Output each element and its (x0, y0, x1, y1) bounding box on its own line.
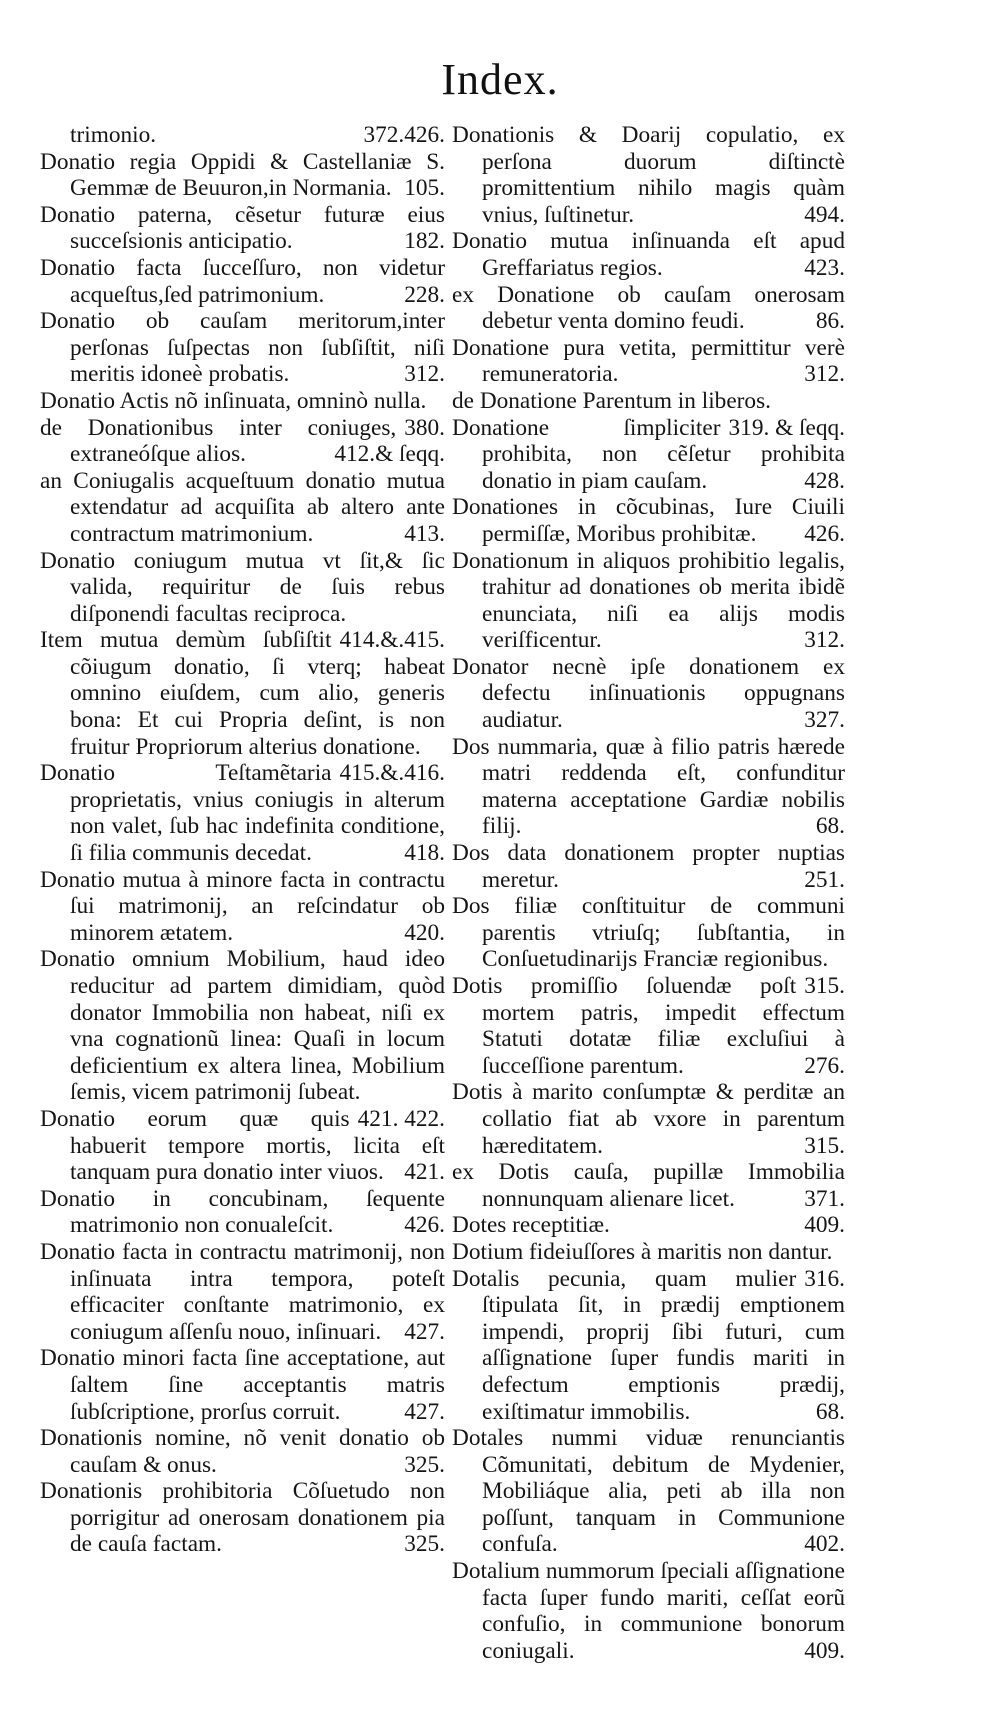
index-entry-text: Dotis à marito conſumptæ & perditæ an collatio fiat ab vxore in parentum hæreditatem. (452, 1079, 845, 1159)
index-entry-page: 325. (404, 1451, 445, 1478)
index-entry-page: 423. (804, 254, 845, 281)
index-entry-text: Donatio mutua à minore facta in contractu ſui matrimonij, an reſcindatur ob minorem ætatem. (40, 866, 445, 946)
index-entry-text: Dos filiæ conſtituitur de communi parentis vtriuſq; ſubſtantia, in Conſuetudinarijs Franciæ regionibus. (452, 893, 845, 973)
index-column-left (40, 122, 445, 1558)
index-entry-text: Donatio Teſtamẽtaria proprietatis, vnius coniugis in alterum non valet, ſub hac indefinita conditione, ſi filia communis decedat. (40, 760, 445, 867)
index-entry (452, 1425, 845, 1558)
index-entry (452, 1558, 845, 1664)
index-entry-text: Donator necnè ipſe donationem ex defectu inſinuationis oppugnans audiatur. (452, 653, 845, 734)
index-entry (40, 1345, 445, 1425)
index-entry-page: 413. (404, 520, 445, 547)
index-entry-text: Donationum in aliquos prohibitio legalis, trahitur ad donationes ob merita ibidẽ enunciata, niſi ea alijs modis veriſficentur. (452, 547, 845, 654)
index-entry (452, 1238, 845, 1292)
index-entry-text: Donatio ob cauſam meritorum,inter perſonas ſuſpectas non ſubſiſtit, niſi meritis idoneè probatis. (40, 308, 445, 388)
index-entry (40, 202, 445, 255)
index-entry (40, 946, 445, 1132)
index-entry-page: 182. (404, 228, 445, 255)
index-entry (452, 1159, 845, 1212)
index-column-right (452, 122, 845, 1664)
index-entry (452, 122, 845, 228)
index-entry (452, 1266, 845, 1426)
index-entry-text: Item mutua demùm ſubſiſtit cõiugum donatio, ſi vterq; habeat omnino eiuſdem, cum alio, generis bona: Et cui Propria deſint, is non fruitur Propriorum alterius donatione. (40, 627, 445, 760)
index-entry-page: 427. (404, 1318, 445, 1345)
index-entry (452, 654, 845, 734)
index-entry-page: 427. (404, 1398, 445, 1425)
index-entry-page: 402. (804, 1531, 845, 1558)
index-entry-page: 105. (404, 175, 445, 202)
index-entry (452, 1079, 845, 1159)
index-entry-page: 276. (804, 1052, 845, 1079)
index-entry-text: Donatio coniugum mutua vt ſit,& ſic valida, requiritur de ſuis rebus diſponendi facultas reciproca. (40, 547, 445, 627)
index-entry (40, 122, 445, 149)
index-entry-text: ex Donatione ob cauſam onerosam debetur venta domino feudi. (452, 281, 845, 335)
index-entry-page: 380. (404, 414, 445, 441)
index-entry (452, 893, 845, 999)
index-entry-page: 412.& ſeqq. (334, 441, 445, 468)
index-entry (452, 335, 845, 388)
index-entry (452, 228, 845, 281)
index-entry-page: 319. & ſeqq. (728, 414, 845, 441)
index-entry-text: Dos nummaria, quæ à filio patris hærede matri reddenda eſt, confunditur materna acceptatione Gardiæ nobilis filij. (452, 733, 845, 840)
index-entry-text: Donatio omnium Mobilium, haud ideo reducitur ad partem dimidiam, quòd donator Immobilia non habeat, niſi ex vna cognationũ linea: Quaſi in locum deficientium ex altera linea, Mobilium ſemis, vicem patrimonij ſubeat. (40, 946, 445, 1106)
index-entry (40, 1239, 445, 1345)
index-entry-text: trimonio. (70, 122, 157, 148)
index-entry-page: 325. (404, 1531, 445, 1558)
index-entry (40, 308, 445, 388)
index-entry-page: 68. (815, 1398, 845, 1425)
index-entry-text: an Coniugalis acqueſtuum donatio mutua extendatur ad acquiſita ab altero ante contractum matrimonium. (40, 467, 445, 547)
index-entry-page: 371. (804, 1185, 845, 1212)
index-entry-page: 409. (804, 1212, 845, 1239)
index-entry-text: Dotes receptitiæ. (452, 1212, 610, 1239)
index-entry-page: 415.&.416. (339, 760, 445, 787)
index-entry-text: de Donatione Parentum in liberos. (452, 387, 771, 414)
index-entry-page: 327. (804, 707, 845, 734)
index-entry-text: Donationes in cõcubinas, Iure Ciuili permiſſæ, Moribus prohibitæ. (452, 494, 845, 547)
index-entry-text: Donatio facta ſucceſſuro, non videtur acqueſtus,ſed patrimonium. (40, 254, 445, 308)
index-entry (452, 734, 845, 840)
index-entry-text: Donationis & Doarij copulatio, ex perſona duorum diſtinctè promittentium nihilo magis quàm vnius, ſuſtinetur. (452, 122, 845, 228)
index-entry (40, 867, 445, 947)
index-entry-page: 312. (804, 627, 845, 654)
index-entry (40, 255, 445, 308)
index-entry-page: 421. (404, 1159, 445, 1186)
index-entry-page: 315. (804, 1132, 845, 1159)
index-entry-page: 228. (404, 281, 445, 308)
index-entry-text: Donatio mutua inſinuanda eſt apud Greffariatus regios. (452, 228, 845, 281)
index-entry-text: Donatio paterna, cẽsetur futuræ eius succeſsionis anticipatio. (40, 201, 445, 255)
index-entry-text: Dotales nummi viduæ renunciantis Cõmunitati, debitum de Mydenier, Mobiliáque alia, peti ab illa non poſſunt, tanquam in Communione confuſa. (452, 1425, 845, 1558)
running-head-title: Index. (441, 55, 559, 104)
index-entry-page: 494. (804, 201, 845, 228)
index-entry (452, 494, 845, 547)
index-entry-page: 414.&.415. (339, 627, 445, 654)
index-entry-page: 421. 422. (357, 1105, 445, 1132)
index-entry-text: Donatio minori facta ſine acceptatione, aut ſaltem ſine acceptantis matris ſubſcriptione, prorſus corruit. (40, 1345, 445, 1425)
index-entry (452, 973, 845, 1079)
index-entry-text: Dotium fideiuſſores à maritis non dantur. (452, 1238, 833, 1265)
index-entry-page: 251. (804, 866, 845, 893)
index-entry-text: Dotalis pecunia, quam mulier ſtipulata ſit, in prædij emptionem impendi, proprij ſibi futuri, cum aſſignatione ſuper fundis mariti in defectum emptionis prædij, exiſtimatur immobilis. (452, 1265, 845, 1425)
index-entry (40, 468, 445, 548)
index-entry (40, 1186, 445, 1239)
index-entry (452, 1212, 845, 1239)
index-entry (452, 548, 845, 654)
index-entry-page: 312. (804, 361, 845, 388)
index-entry (452, 387, 845, 441)
index-entry-text: Dotis promiſſio ſoluendæ poſt mortem patris, impedit effectum Statuti dotatæ filiæ excluſiui à ſucceſſione parentum. (452, 973, 845, 1079)
index-entry-text: Donatio Actis nõ inſinuata, omninò nulla. (40, 387, 427, 414)
index-entry-text: Donatio regia Oppidi & Castellaniæ S. Gemmæ de Beuuron,in Normania. (40, 148, 445, 202)
index-entry-text: Donationis prohibitoria Cõſuetudo non porrigitur ad onerosam donationem pia de cauſa factam. (40, 1478, 445, 1558)
index-entry-page: 316. (804, 1265, 845, 1292)
index-entry-text: Donatione ſimpliciter prohibita, non cẽſetur prohibita donatio in piam cauſam. (452, 414, 845, 494)
index-entry (40, 149, 445, 202)
index-entry (40, 415, 445, 468)
index-entry-page: 312. (404, 361, 445, 388)
index-entry-page: 409. (804, 1637, 845, 1664)
index-entry-page: 315. (804, 973, 845, 999)
index-entry (452, 840, 845, 893)
index-entry (452, 282, 845, 335)
index-entry-page: 428. (804, 467, 845, 494)
index-entry-text: Donatio in concubinam, ſequente matrimonio non conualeſcit. (40, 1185, 445, 1239)
index-entry-page: 418. (404, 840, 445, 867)
index-entry-text: ex Dotis cauſa, pupillæ Immobilia nonnunquam alienare licet. (452, 1159, 845, 1212)
index-entry-text: de Donationibus inter coniuges, extraneóſque alios. (40, 414, 397, 468)
index-entry-text: Dotalium nummorum ſpeciali aſſignatione facta ſuper fundo mariti, ceſſat eorũ confuſio, in communione bonorum coniugali. (452, 1558, 845, 1664)
index-entry (40, 1478, 445, 1558)
index-entry-page: 426. (804, 520, 845, 547)
index-entry-page: 372.426. (363, 122, 445, 148)
index-entry (40, 1425, 445, 1478)
index-entry-page: 86. (815, 308, 845, 335)
index-entry-text: Donatione pura vetita, permittitur verè remuneratoria. (452, 334, 845, 388)
index-entry-page: 420. (404, 919, 445, 946)
index-entry-text: Donatio facta in contractu matrimonij, non inſinuata intra tempora, poteſt efficaciter conſtante matrimonio, ex coniugum aſſenſu nouo, inſinuari. (40, 1238, 445, 1345)
index-entry-text: Donatio eorum quæ quis habuerit tempore mortis, licita eſt tanquam pura donatio inter viuos. (40, 1105, 445, 1186)
index-entry-page: 68. (815, 813, 845, 840)
index-entry-page: 426. (404, 1212, 445, 1239)
index-entry (40, 547, 445, 654)
index-entry-text: Dos data donationem propter nuptias meretur. (452, 840, 845, 893)
index-entry-text: Donationis nomine, nõ venit donatio ob cauſam & onus. (40, 1425, 445, 1478)
